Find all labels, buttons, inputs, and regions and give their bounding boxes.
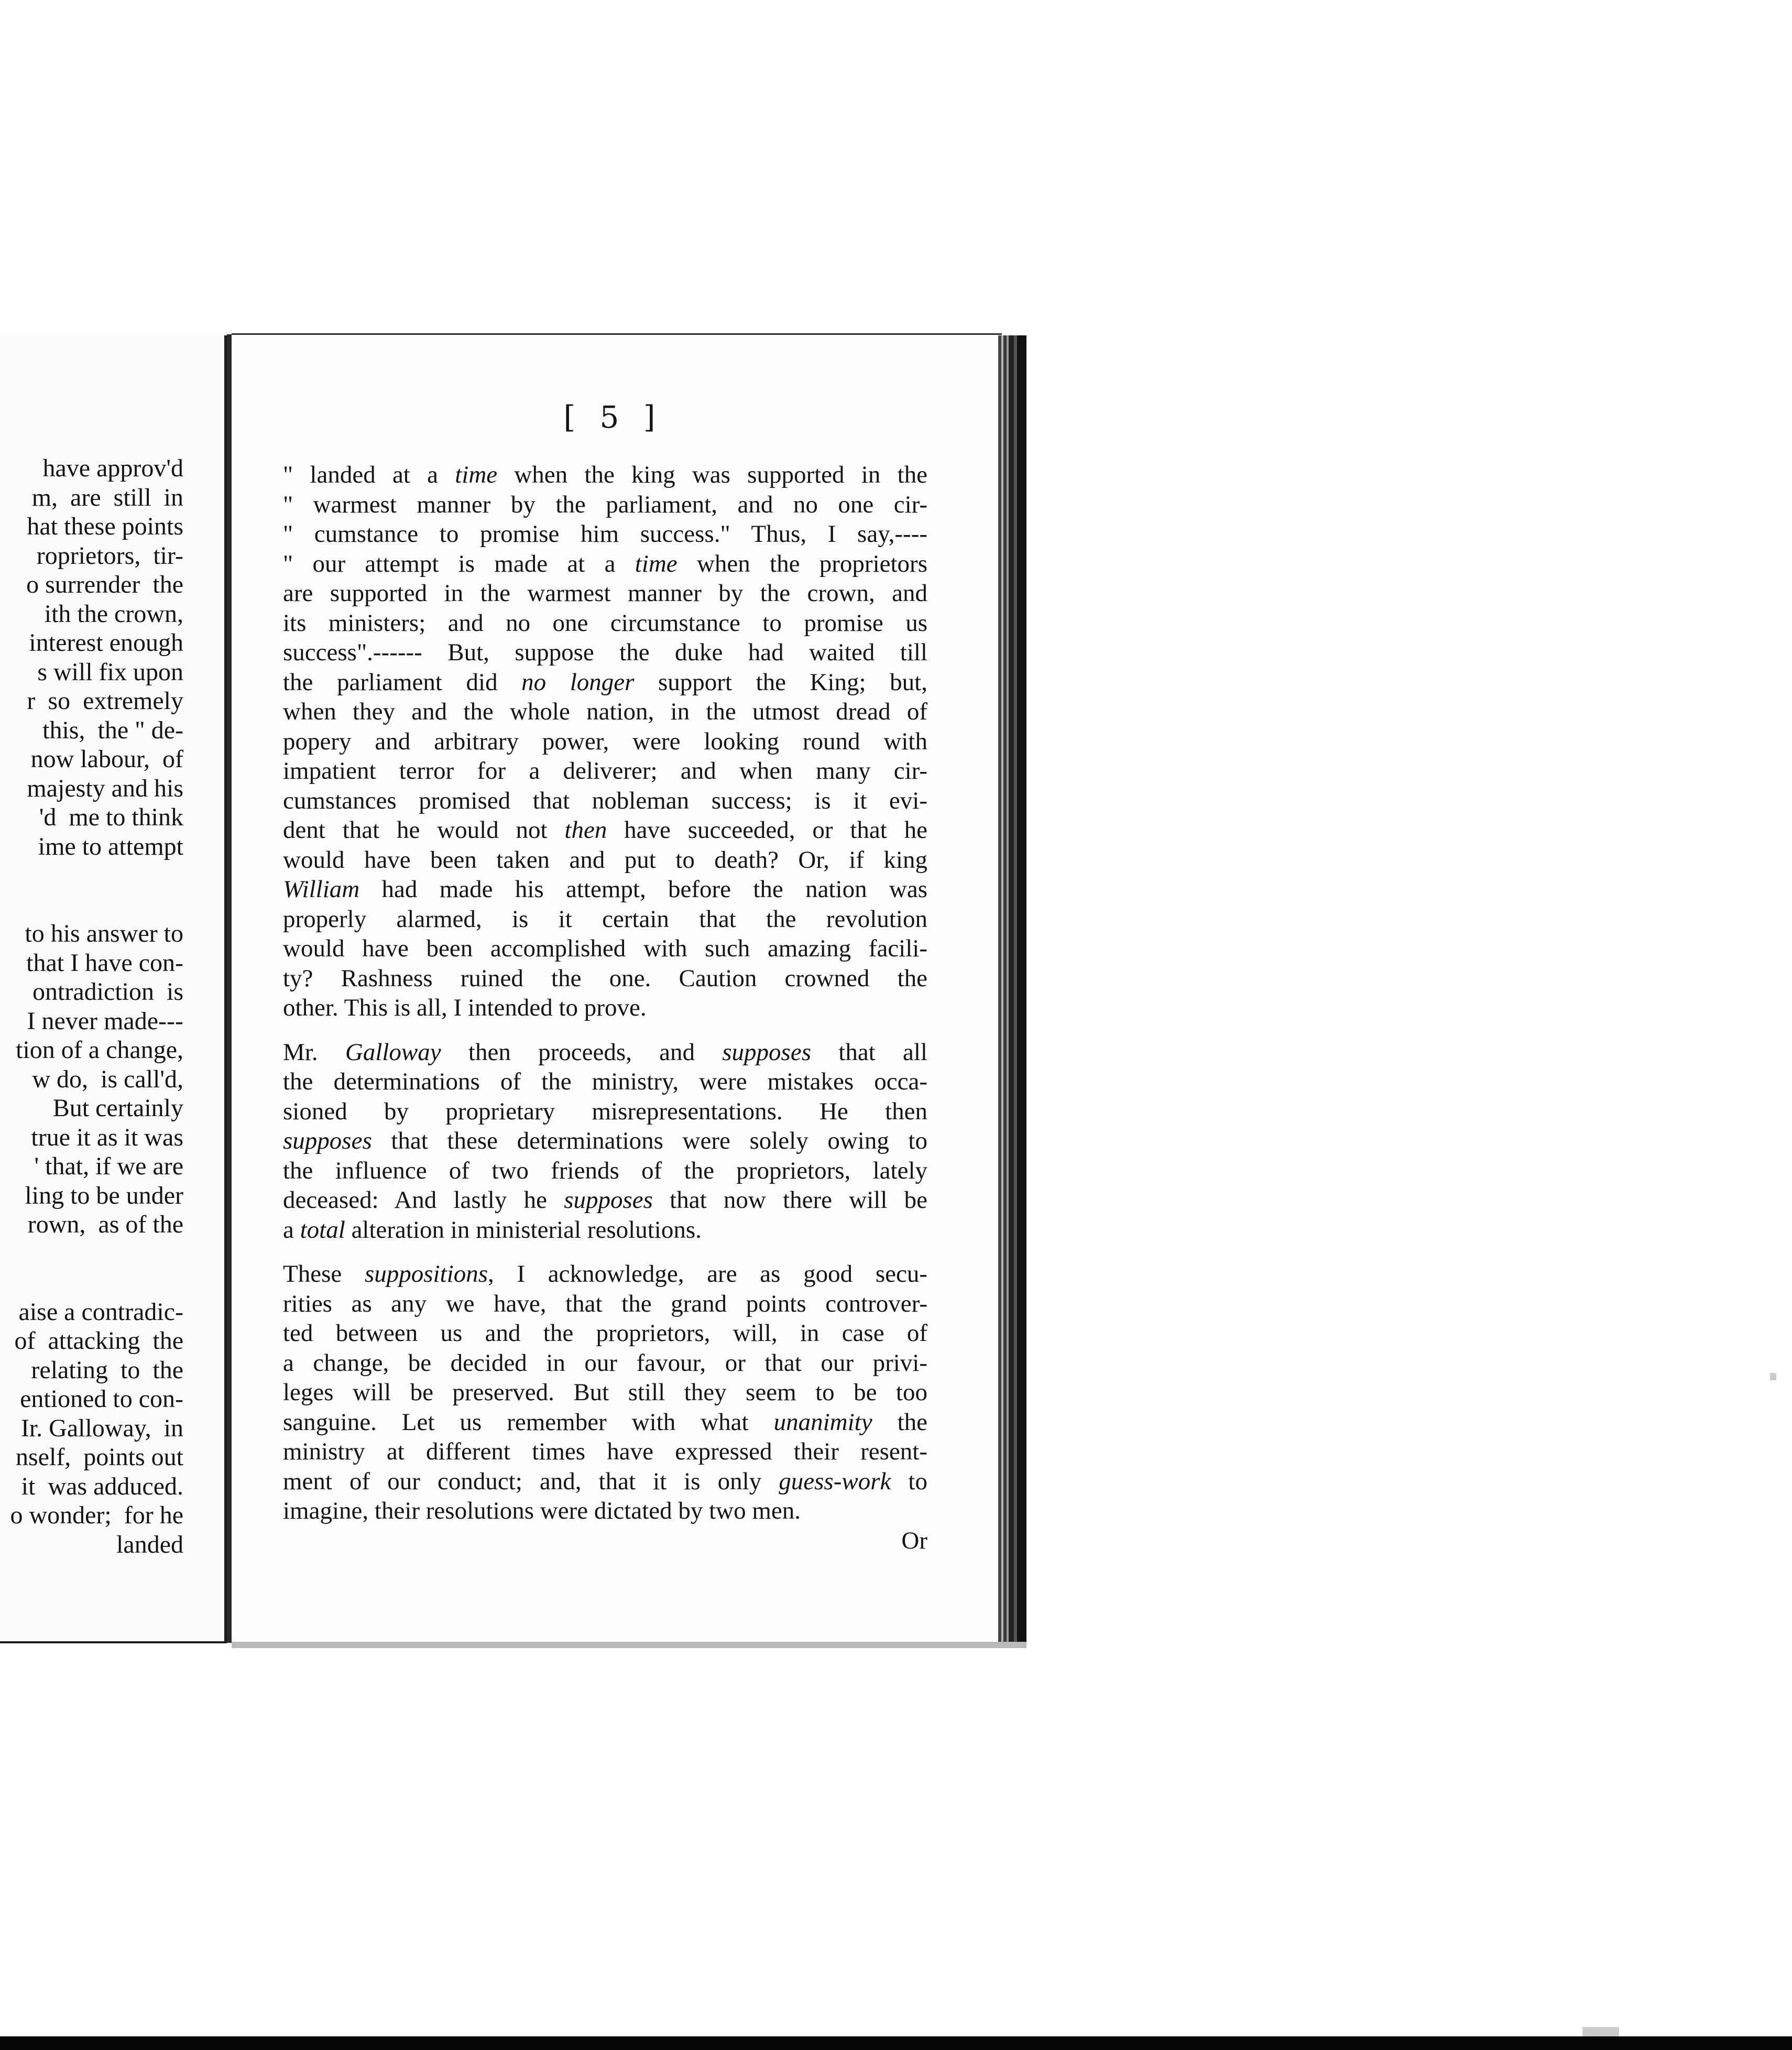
left-page-line: ' that, if we are [34, 1152, 183, 1180]
text-line [283, 786, 927, 816]
left-page-line: o wonder; for he [10, 1501, 183, 1529]
text-run: when the king was supported in the [497, 461, 927, 488]
italic-run: suppositions [364, 1260, 488, 1288]
left-page-line: rown, as of the [27, 1211, 183, 1238]
text-line [283, 993, 927, 1023]
text-line [283, 1215, 927, 1245]
text-line [283, 638, 927, 668]
left-page-line: ling to be under [25, 1181, 183, 1209]
text-line [283, 1259, 927, 1289]
left-page-line [0, 1268, 183, 1297]
text-run: when they and the whole nation, in the utmost dread of [283, 698, 927, 725]
text-run: the [872, 1408, 927, 1436]
italic-run: supposes [722, 1038, 811, 1066]
left-page-line: Ir. Galloway, in [20, 1414, 183, 1442]
left-page-line: roprietors, tir- [36, 541, 183, 570]
left-page-fragment [0, 335, 227, 1643]
text-run: deceased: And lastly he [283, 1186, 564, 1214]
left-page-line: relating to the [18, 1356, 183, 1384]
text-run: sanguine. Let us remember with what [283, 1408, 774, 1436]
left-page-line: now labour, of [30, 745, 183, 773]
text-run: the determinations of the ministry, were mistakes occa- [283, 1068, 927, 1095]
text-run: These [283, 1260, 365, 1288]
text-run: " cumstance to promise him success." Thus, I say,---- [283, 520, 927, 548]
scan-speck [1582, 2027, 1619, 2036]
text-run: sioned by proprietary misrepresentations. He then [283, 1097, 927, 1125]
left-page-line: of attacking the [14, 1327, 183, 1355]
page-edge-stack [998, 335, 1026, 1648]
text-run: " landed at a [283, 461, 455, 488]
text-run: imagine, their resolutions were dictated by two men. [283, 1497, 801, 1524]
catchword: Or [901, 1526, 927, 1554]
text-line [283, 1126, 927, 1156]
text-line [283, 815, 927, 845]
text-line [283, 1067, 927, 1097]
text-line [283, 668, 927, 697]
text-line [283, 549, 927, 579]
text-line [283, 1348, 927, 1378]
text-run: that all [811, 1038, 927, 1066]
left-page-line: ime to attempt [38, 832, 183, 860]
italic-run: supposes [283, 1127, 372, 1154]
left-page-line: hat these points [27, 512, 183, 540]
left-page-text [0, 454, 183, 1559]
text-line [283, 1289, 927, 1319]
text-run: , I acknowledge, are as good secu- [487, 1260, 927, 1288]
left-page-line: true it as it was [31, 1123, 183, 1151]
text-line [283, 1185, 927, 1215]
left-page-line: ontradiction is [32, 978, 183, 1006]
italic-run: total [300, 1216, 345, 1244]
left-page-line: o surrender the [26, 571, 183, 598]
left-page-line: s will fix upon [37, 658, 183, 686]
left-page-line: w do, is call'd, [32, 1065, 183, 1093]
text-run: popery and arbitrary power, were looking round with [283, 727, 927, 755]
text-line [283, 1097, 927, 1127]
page-number: [ 5 ] [563, 399, 663, 435]
text-line [283, 697, 927, 727]
left-page-line [0, 861, 183, 890]
text-run: its ministers; and no one circumstance to promise us [283, 609, 927, 637]
text-run: properly alarmed, is it certain that the revolution [283, 905, 927, 933]
main-body-text [283, 460, 927, 1555]
text-line [283, 875, 927, 904]
text-run: " our attempt is made at a [283, 550, 635, 577]
text-run: would have been taken and put to death? Or, if king [283, 846, 927, 874]
left-page-line: this, the " de- [42, 716, 183, 744]
left-page-line: majesty and his [27, 774, 183, 802]
book-gutter [227, 334, 232, 1643]
text-run: leges will be preserved. But still they seem to be too [283, 1379, 927, 1406]
text-run: Mr. [283, 1038, 345, 1066]
italic-run: then [564, 816, 607, 844]
text-line [283, 964, 927, 994]
left-page-line [0, 1239, 183, 1269]
text-line [283, 1408, 927, 1437]
italic-run: supposes [564, 1186, 653, 1214]
text-line [283, 1038, 927, 1067]
page-bottom-edge [232, 1642, 1026, 1648]
left-page-line: 'd me to think [39, 803, 183, 831]
italic-run: guess-work [779, 1467, 891, 1495]
text-run: impatient terror for a deliverer; and when many cir- [283, 757, 927, 784]
text-line [283, 1437, 927, 1467]
text-run: alteration in ministerial resolutions. [345, 1216, 702, 1244]
text-run: " warmest manner by the parliament, and no one cir- [283, 490, 927, 518]
text-run: rities as any we have, that the grand points controver- [283, 1290, 927, 1317]
text-run: that now there will be [652, 1186, 927, 1214]
text-run: to [891, 1467, 927, 1495]
text-line [283, 1156, 927, 1186]
left-page-line: I never made--- [27, 1007, 183, 1035]
left-page-line: m, are still in [31, 483, 183, 511]
text-line [283, 934, 927, 964]
text-line [283, 1318, 927, 1348]
text-line [283, 1378, 927, 1408]
italic-run: unanimity [773, 1408, 872, 1436]
left-page-line: r so extremely [27, 687, 183, 715]
text-run: ment of our conduct; and, that it is only [283, 1467, 779, 1495]
text-line [283, 1496, 927, 1526]
text-run: that these determinations were solely owing to [371, 1127, 927, 1154]
text-line [283, 460, 927, 490]
left-page-line: tion of a change, [16, 1036, 183, 1064]
text-run: then proceeds, and [441, 1038, 723, 1066]
left-page-line: aise a contradic- [18, 1297, 183, 1326]
scan-speck [1770, 1373, 1776, 1380]
text-run: the parliament did [283, 668, 522, 696]
text-run: when the proprietors [677, 550, 927, 577]
text-line [283, 519, 927, 549]
text-run: ty? Rashness ruined the one. Caution crowned the [283, 964, 927, 992]
text-run: would have been accomplished with such amazing facili- [283, 935, 927, 962]
left-page-line: But certainly [52, 1094, 183, 1122]
left-page-line: interest enough [29, 629, 183, 657]
text-run: a change, be decided in our favour, or that our privi- [283, 1349, 927, 1377]
text-line [283, 904, 927, 934]
italic-run: time [635, 550, 678, 577]
left-page-line: landed [116, 1530, 183, 1558]
text-run: are supported in the warmest manner by the crown, and [283, 580, 927, 607]
text-run: ted between us and the proprietors, will, in case of [283, 1320, 927, 1347]
left-page-line: entioned to con- [20, 1385, 183, 1413]
text-run: a [283, 1216, 300, 1244]
text-line [283, 1467, 927, 1497]
text-run: support the King; but, [634, 668, 927, 696]
text-run: dent that he would not [283, 816, 565, 844]
text-line [283, 756, 927, 786]
text-line [283, 845, 927, 875]
text-run: cumstances promised that nobleman success; is it evi- [283, 787, 927, 814]
scan-border [0, 2036, 1792, 2050]
text-run: have succeeded, or that he [607, 816, 927, 844]
italic-run: Galloway [345, 1038, 441, 1066]
italic-run: no longer [521, 668, 635, 696]
text-run: other. This is all, I intended to prove. [283, 994, 647, 1021]
left-page-line: have approv'd [42, 454, 183, 482]
left-page-line: nself, points out [16, 1443, 183, 1471]
italic-run: William [283, 876, 360, 903]
left-page-line: it was adduced. [15, 1472, 183, 1500]
left-page-line: that I have con- [26, 948, 183, 977]
text-run: ministry at different times have expressed their resent- [283, 1438, 927, 1465]
text-line [283, 579, 927, 608]
left-page-line [0, 890, 183, 920]
text-line [283, 608, 927, 638]
left-page-line: ith the crown, [44, 599, 183, 628]
text-run: the influence of two friends of the proprietors, lately [283, 1157, 927, 1184]
italic-run: time [455, 461, 498, 488]
text-run: had made his attempt, before the nation was [359, 876, 927, 903]
text-line [283, 490, 927, 520]
text-line [283, 727, 927, 757]
left-page-line: to his answer to [25, 920, 183, 947]
text-run: success".------ But, suppose the duke had waited till [283, 639, 927, 666]
